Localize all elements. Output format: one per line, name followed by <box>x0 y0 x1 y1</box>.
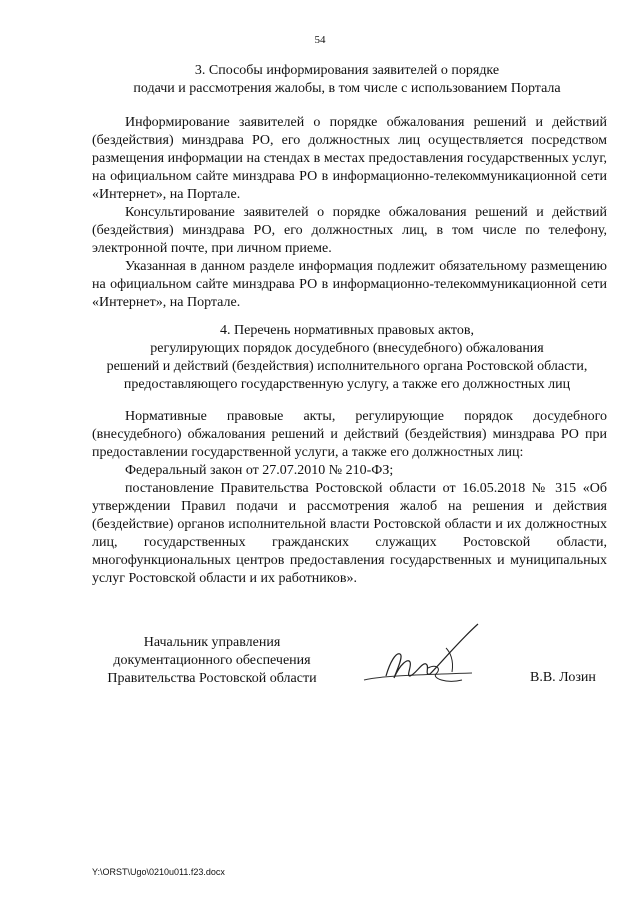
file-path: Y:\ORST\Ugo\0210u011.f23.docx <box>92 867 225 877</box>
signatory-position-line: Начальник управления <box>143 635 281 650</box>
signatory-position-line: документационного обеспечения <box>113 653 311 668</box>
section-3-title-line: подачи и рассмотрения жалобы, в том числе с использованием Портала <box>133 81 561 96</box>
paragraph: Федеральный закон от 27.07.2010 № 210-ФЗ; <box>125 463 394 478</box>
handwritten-signature <box>350 618 490 698</box>
signatory-position <box>92 634 332 688</box>
paragraph: Информирование заявителей о порядке обжалования решений и действий (бездействия) минздрава РО, его должностных лиц осуществляется посредством размещения информации на стендах в местах предоставления государственных услуг, на официальном сайте минздрава РО в информационно-телекоммуникационной сети «Интернет», на Портале. <box>92 115 607 202</box>
section-3-title <box>92 62 602 98</box>
page-number: 54 <box>314 34 326 46</box>
paragraph: Консультирование заявителей о порядке обжалования решений и действий (бездействия) минздрава РО, его должностных лиц, в том числе по телефону, электронной почте, при личном приеме. <box>92 205 607 256</box>
section-4-title-line: предоставляющего государственную услугу, а также его должностных лиц <box>123 377 571 392</box>
section-4-body <box>92 408 607 588</box>
section-4-title <box>92 322 602 394</box>
section-4-title-line: 4. Перечень нормативных правовых актов, <box>220 323 474 338</box>
paragraph: Нормативные правовые акты, регулирующие порядок досудебного (внесудебного) обжалования решений и действий (бездействия) минздрава РО при предоставлении государственной услуги, а также его должностных лиц: <box>92 409 607 460</box>
paragraph: Указанная в данном разделе информация подлежит обязательному размещению на официальном сайте минздрава РО в информационно-телекоммуникационной сети «Интернет», на Портале. <box>92 259 607 310</box>
signatory-name: В.В. Лозин <box>530 670 596 685</box>
section-4-title-line: решений и действий (бездействия) исполнительного органа Ростовской области, <box>106 359 588 374</box>
section-3-body <box>92 114 607 312</box>
section-3-title-line: 3. Способы информирования заявителей о порядке <box>194 63 500 78</box>
signatory-position-line: Правительства Ростовской области <box>107 671 317 686</box>
paragraph: постановление Правительства Ростовской области от 16.05.2018 № 315 «Об утверждении Правил подачи и рассмотрения жалоб на решения и действия (бездействие) органов исполнительной власти Ростовской области и их должностных лиц, государственных гражданских служащих Ростовской области, многофункциональных центров предоставления государственных и муниципальных услуг Ростовской области и их работников». <box>92 481 607 586</box>
section-4-title-line: регулирующих порядок досудебного (внесудебного) обжалования <box>150 341 544 356</box>
